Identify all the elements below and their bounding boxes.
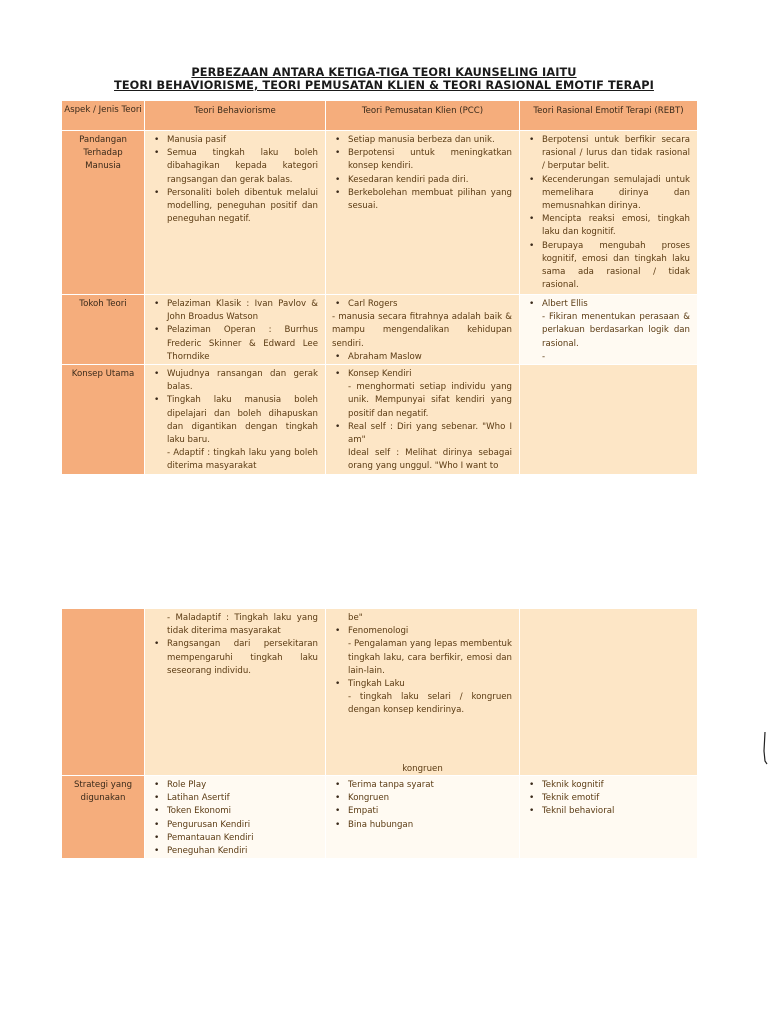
list-item: • Setiap manusia berbeza dan unik. — [332, 134, 512, 147]
sub-text: - Fikiran menentukan perasaan & perlakuan berdasarkan logik dan rasional. — [542, 312, 690, 349]
dash-text: - — [542, 351, 546, 362]
row-label-strategi: Strategi yang digunakan — [62, 776, 145, 859]
list-item: • Kongruen — [332, 792, 512, 805]
row-label-pandangan: Pandangan Terhadap Manusia — [62, 131, 145, 295]
list-item: • Terima tanpa syarat — [332, 779, 512, 792]
list-item: • Berpotensi untuk meningkatkan konsep kendiri. — [332, 147, 512, 173]
cell-tokoh-rebt — [520, 295, 698, 365]
list-item: • Manusia pasif — [151, 134, 318, 147]
kongruen-word: kongruen — [402, 764, 443, 774]
list-item: • Abraham Maslow — [332, 351, 512, 364]
row-label-tokoh: Tokoh Teori — [62, 295, 145, 365]
header-rebt: Teori Rasional Emotif Terapi (REBT) — [520, 101, 698, 131]
list-item: • Berpotensi untuk berfikir secara rasional / lurus dan tidak rasional / berputar belit. — [526, 134, 690, 174]
list-item: • Real self : Diri yang sebenar. "Who I am" — [332, 421, 512, 447]
list-item: • Personaliti boleh dibentuk melalui modelling, peneguhan positif dan peneguhan negatif. — [151, 187, 318, 227]
list-item: • Carl Rogers — [332, 298, 512, 311]
cell-pandangan-beh — [145, 131, 326, 295]
row-label-konsep: Konsep Utama — [62, 365, 145, 475]
row-pandangan — [62, 131, 698, 295]
list-item: • Tingkah Laku — [332, 678, 512, 691]
cell-konsep-rebt — [520, 365, 698, 475]
margin-pen-mark — [762, 731, 768, 765]
list-item: • Pelaziman Klasik : Ivan Pavlov & John Broadus Watson — [151, 298, 318, 324]
list-item: • Mencipta reaksi emosi, tingkah laku dan kognitif. — [526, 213, 690, 239]
list-item: • Fenomenologi — [332, 625, 512, 638]
sub-text: - menghormati setiap individu yang unik. Mempunyai sifat kendiri yang positif dan negatif. — [348, 382, 512, 419]
list-item: • Berupaya mengubah proses kognitif, emosi dan tingkah laku sama ada rasional / tidak rasional. — [526, 240, 690, 293]
list-item: • Albert Ellis — [526, 298, 690, 311]
list-item: • Pelaziman Operan : Burrhus Frederic Skinner & Edward Lee Thorndike — [151, 324, 318, 364]
header-behaviorisme: Teori Behaviorisme — [145, 101, 326, 131]
sub-text: - Pengalaman yang lepas membentuk tingkah laku, cara berfikir, emosi dan lain-lain. — [348, 639, 512, 676]
row-strategi — [62, 776, 698, 859]
list-item: • Wujudnya ransangan dan gerak balas. — [151, 368, 318, 394]
list-item: • Tingkah laku manusia boleh dipelajari dan boleh dihapuskan dan digantikan dengan tingkah laku baru. — [151, 394, 318, 447]
cell-konsep-pcc — [326, 365, 520, 475]
list-item: • Teknik emotif — [526, 792, 690, 805]
row-label-empty — [62, 609, 145, 776]
row-tokoh — [62, 295, 698, 365]
header-row — [62, 101, 698, 131]
list-item: • Rangsangan dari persekitaran mempengaruhi tingkah laku seseorang individu. — [151, 638, 318, 678]
document-title-line1: PERBEZAAN ANTARA KETIGA-TIGA TEORI KAUNSELING IAITU — [191, 66, 577, 79]
row-konsep — [62, 365, 698, 475]
list-item: • Empati — [332, 805, 512, 818]
header-aspek: Aspek / Jenis Teori — [62, 101, 145, 131]
list-item: • Latihan Asertif — [151, 792, 318, 805]
cell-strategi-pcc — [326, 776, 520, 859]
comparison-table-part1 — [61, 100, 698, 475]
list-item: • Peneguhan Kendiri — [151, 845, 318, 858]
list-item: • Konsep Kendiri — [332, 368, 512, 381]
list-item: • Pemantauan Kendiri — [151, 832, 318, 845]
cell-konsep-beh — [145, 365, 326, 475]
cell-pandangan-pcc — [326, 131, 520, 295]
sub-text: Ideal self : Melihat dirinya sebagai orang yang unggul. "Who I want to — [348, 448, 512, 472]
document-title-line2: TEORI BEHAVIORISME, TEORI PEMUSATAN KLIEN & TEORI RASIONAL EMOTIF TERAPI — [114, 79, 654, 92]
cell-tokoh-pcc — [326, 295, 520, 365]
list-item: • Teknik kognitif — [526, 779, 690, 792]
sub-text: be" — [348, 613, 363, 623]
list-item: • Token Ekonomi — [151, 805, 318, 818]
row-konsep-cont — [62, 609, 698, 776]
cell-pandangan-rebt — [520, 131, 698, 295]
list-item: • Pengurusan Kendiri — [151, 819, 318, 832]
sub-text: - Adaptif : tingkah laku yang boleh diterima masyarakat — [167, 448, 318, 472]
list-item: • Semua tingkah laku boleh dibahagikan kepada kategori rangsangan dan gerak balas. — [151, 147, 318, 187]
sub-text: - Maladaptif : Tingkah laku yang tidak diterima masyarakat — [167, 613, 318, 637]
cell-konsep-beh-cont — [145, 609, 326, 776]
cell-konsep-rebt-cont — [520, 609, 698, 776]
cell-konsep-pcc-cont — [326, 609, 520, 776]
cell-tokoh-beh — [145, 295, 326, 365]
list-item: • Kesedaran kendiri pada diri. — [332, 174, 512, 187]
sub-text: - manusia secara fitrahnya adalah baik & mampu mengendalikan kehidupan sendiri. — [332, 312, 512, 349]
comparison-table-part2 — [61, 608, 698, 859]
cell-strategi-beh — [145, 776, 326, 859]
list-item: • Berkebolehan membuat pilihan yang sesuai. — [332, 187, 512, 213]
list-item: • Role Play — [151, 779, 318, 792]
list-item: • Kecenderungan semulajadi untuk memelihara dirinya dan memusnahkan dirinya. — [526, 174, 690, 214]
list-item: • Teknil behavioral — [526, 805, 690, 818]
cell-strategi-rebt — [520, 776, 698, 859]
header-pcc: Teori Pemusatan Klien (PCC) — [326, 101, 520, 131]
sub-text: - tingkah laku selari / kongruen dengan konsep kendirinya. — [348, 692, 512, 716]
list-item: • Bina hubungan — [332, 819, 512, 832]
